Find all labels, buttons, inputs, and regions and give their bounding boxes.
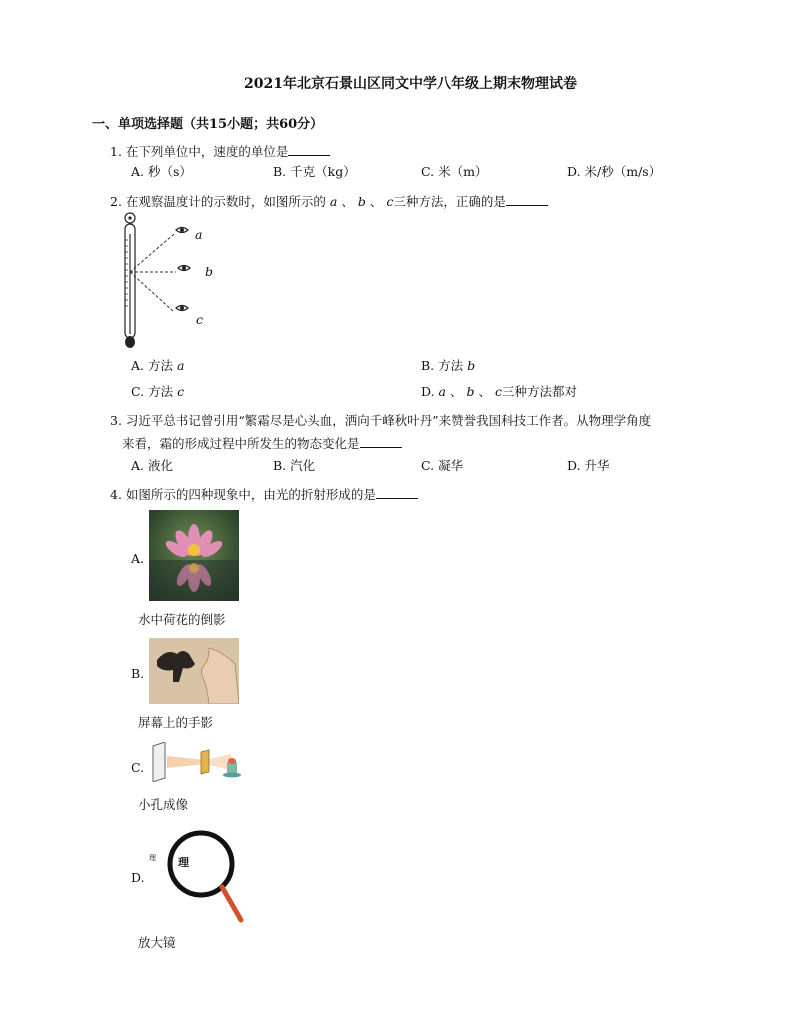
option-text: D. xyxy=(421,384,435,399)
question-2-text-post: 三种方法，正确的是 xyxy=(393,194,506,209)
separator: 、 xyxy=(341,194,354,209)
hand-shadow-image xyxy=(149,638,239,704)
q2-option-b xyxy=(421,358,475,374)
question-3-line-2 xyxy=(122,435,402,452)
q4-option-d-caption: 放大镜 xyxy=(138,935,176,950)
q3-option-a: A. 液化 xyxy=(131,458,173,473)
magnified-character: 理 xyxy=(178,856,189,869)
pinhole-camera-image xyxy=(149,742,244,782)
q4-option-d-letter: D. xyxy=(131,870,145,885)
q4-option-c-letter: C. xyxy=(131,760,145,775)
var-a: a xyxy=(329,194,338,209)
section-heading: 一、单项选择题（共15小题；共60分） xyxy=(92,117,324,132)
answer-blank xyxy=(506,193,548,206)
magnifying-glass-image xyxy=(145,828,245,924)
option-text: 三种方法都对 xyxy=(502,384,578,399)
q1-option-b: B. 千克（kg） xyxy=(273,164,356,179)
question-4-text: 4. 如图所示的四种现象中，由光的折射形成的是 xyxy=(110,487,376,502)
q3-option-b: B. 汽化 xyxy=(273,458,316,473)
question-3-line-1: 3. 习近平总书记曾引用“繁霜尽是心头血，洒向千峰秋叶丹”来赞誉我国科技工作者。从物理学角度 xyxy=(110,413,652,428)
option-text: A. 方法 xyxy=(131,358,173,373)
thermometer-bulb xyxy=(125,336,135,348)
question-2-text-pre: 2. 在观察温度计的示数时，如图所示的 xyxy=(110,194,326,209)
option-text: C. 方法 xyxy=(131,384,174,399)
q4-option-b-caption: 屏幕上的手影 xyxy=(138,715,214,730)
var-a: a xyxy=(176,358,185,373)
lotus-reflection-image xyxy=(149,510,239,601)
q4-option-c-caption: 小孔成像 xyxy=(138,797,189,812)
figure-label-c: c xyxy=(196,312,204,327)
q3-option-d: D. 升华 xyxy=(567,458,610,473)
separator: 、 xyxy=(449,384,463,399)
q3-option-c: C. 凝华 xyxy=(421,458,464,473)
q4-option-a-caption: 水中荷花的倒影 xyxy=(138,612,226,627)
q1-option-d: D. 米/秒（m/s） xyxy=(567,164,662,179)
page-title: 2021年北京石景山区同文中学八年级上期末物理试卷 xyxy=(244,76,577,92)
q1-option-a: A. 秒（s） xyxy=(131,164,192,179)
q2-option-d xyxy=(421,384,577,400)
var-b: b xyxy=(466,384,475,399)
separator: 、 xyxy=(369,194,383,209)
var-c: c xyxy=(494,384,502,399)
separator: 、 xyxy=(478,384,491,399)
var-c: c xyxy=(177,384,185,399)
var-a: a xyxy=(438,384,446,399)
answer-blank xyxy=(360,435,402,448)
figure-label-b: b xyxy=(205,264,214,279)
question-3-text: 来看，霜的形成过程中所发生的物态变化是 xyxy=(122,436,360,451)
question-4-stem xyxy=(110,486,418,503)
handle xyxy=(222,887,241,920)
question-1-stem xyxy=(110,143,330,160)
var-c: c xyxy=(386,194,394,209)
q1-option-c: C. 米（m） xyxy=(421,164,488,179)
var-b: b xyxy=(467,358,476,373)
q4-option-b-letter: B. xyxy=(131,666,145,681)
answer-blank xyxy=(376,486,418,499)
thermometer-figure xyxy=(118,212,218,352)
q2-option-a xyxy=(131,358,184,374)
answer-blank xyxy=(288,143,330,156)
question-1-text: 1. 在下列单位中，速度的单位是 xyxy=(110,144,289,159)
option-text: B. 方法 xyxy=(421,358,464,373)
figure-label-a: a xyxy=(195,227,203,242)
question-2-stem xyxy=(110,193,548,210)
q2-option-c xyxy=(131,384,184,400)
var-b: b xyxy=(357,194,366,209)
q4-option-a-letter: A. xyxy=(131,551,145,566)
small-character: 理 xyxy=(149,854,156,862)
